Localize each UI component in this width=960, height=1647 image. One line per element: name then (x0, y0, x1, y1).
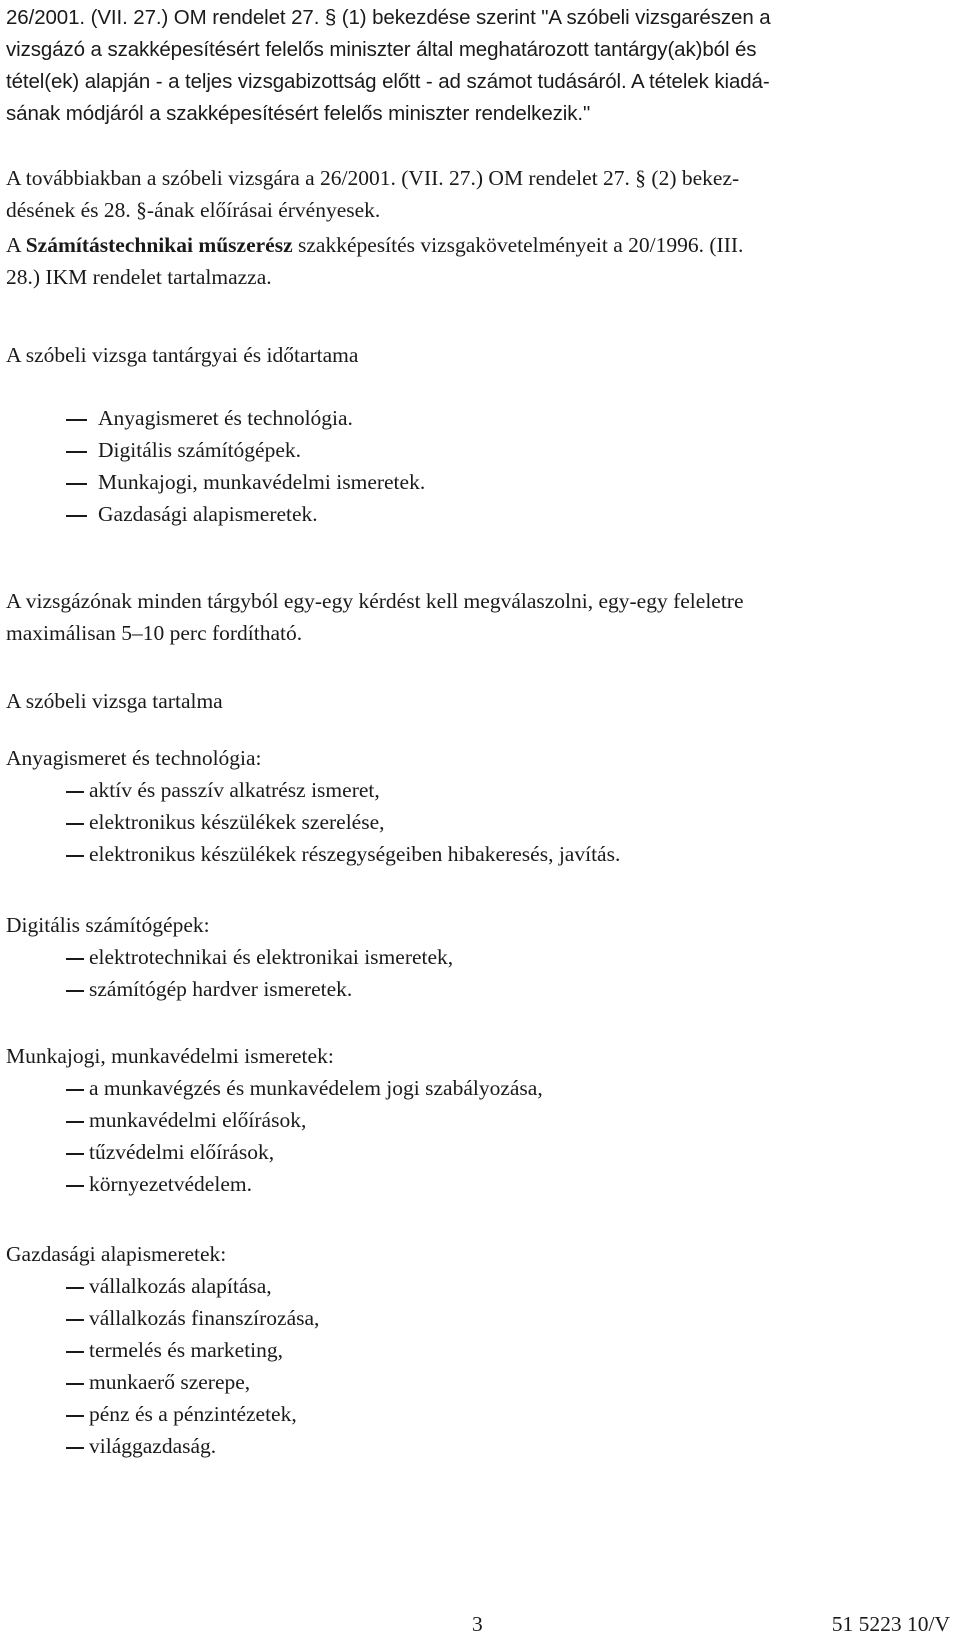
section-anyagismeret (6, 742, 950, 870)
text-line (6, 229, 950, 261)
section-munkajogi (6, 1040, 950, 1200)
text-line: 28.) IKM rendelet tartalmazza. (6, 265, 272, 289)
list-item: világgazdaság. (6, 1430, 950, 1462)
list-item: munkaerő szerepe, (6, 1366, 950, 1398)
text-line: A vizsgázónak minden tárgyból egy-egy kérdést kell megválaszolni, egy-egy feleletre (6, 589, 744, 613)
text-line: vizsgázó a szakképesítésért felelős miniszter által meghatározott tantárgy(ak)ból és (6, 38, 757, 61)
list-item: számítógép hardver ismeretek. (6, 973, 950, 1005)
list-item: aktív és passzív alkatrész ismeret, (6, 774, 950, 806)
text-line: désének és 28. §-ának előírásai érvényesek. (6, 198, 381, 222)
list-item: munkavédelmi előírások, (6, 1104, 950, 1136)
list-item: Anyagismeret és technológia. (6, 402, 950, 434)
section-items (6, 1270, 950, 1462)
text-span: A (6, 233, 26, 257)
paragraph-answer-time (6, 585, 950, 649)
section-title: Munkajogi, munkavédelmi ismeretek: (6, 1044, 334, 1068)
text-span: szakképesítés vizsgakövetelményeit a 20/1996. (III. (292, 233, 744, 257)
list-item: Munkajogi, munkavédelmi ismeretek. (6, 466, 950, 498)
list-item: vállalkozás alapítása, (6, 1270, 950, 1302)
subjects-heading: A szóbeli vizsga tantárgyai és időtartama (6, 343, 359, 367)
list-item: elektronikus készülékek szerelése, (6, 806, 950, 838)
paragraph-qualification (6, 229, 950, 293)
list-item: a munkavégzés és munkavédelem jogi szabályozása, (6, 1072, 950, 1104)
document-code: 51 5223 10/V (831, 1612, 950, 1636)
intro-paragraph (6, 2, 950, 130)
page-number: 3 (472, 1612, 483, 1636)
text-line: tétel(ek) alapján - a teljes vizsgabizottság előtt - ad számot tudásáról. A tételek kiadá- (6, 70, 770, 93)
paragraph-oral-exam-rules (6, 162, 950, 226)
list-item: termelés és marketing, (6, 1334, 950, 1366)
text-line: A továbbiakban a szóbeli vizsgára a 26/2001. (VII. 27.) OM rendelet 27. § (2) bekez- (6, 166, 740, 190)
list-item: Gazdasági alapismeretek. (6, 498, 950, 530)
page-footer (6, 1608, 950, 1640)
section-title: Digitális számítógépek: (6, 913, 210, 937)
section-items (6, 774, 950, 870)
list-item: pénz és a pénzintézetek, (6, 1398, 950, 1430)
list-item: vállalkozás finanszírozása, (6, 1302, 950, 1334)
list-item: elektrotechnikai és elektronikai ismeretek, (6, 941, 950, 973)
qualification-name: Számítástechnikai műszerész (25, 233, 293, 257)
content-heading: A szóbeli vizsga tartalma (6, 689, 223, 713)
subjects-list (6, 402, 950, 530)
list-item: tűzvédelmi előírások, (6, 1136, 950, 1168)
section-title: Gazdasági alapismeretek: (6, 1242, 227, 1266)
section-title: Anyagismeret és technológia: (6, 746, 262, 770)
text-line: maximálisan 5–10 perc fordítható. (6, 621, 303, 645)
text-line: sának módjáról a szakképesítésért felelős miniszter rendelkezik." (6, 102, 591, 125)
text-line: 26/2001. (VII. 27.) OM rendelet 27. § (1) bekezdése szerint "A szóbeli vizsgarészen a (6, 6, 771, 29)
section-items (6, 1072, 950, 1200)
section-digitalis (6, 909, 950, 1005)
list-item: környezetvédelem. (6, 1168, 950, 1200)
list-item: Digitális számítógépek. (6, 434, 950, 466)
list-item: elektronikus készülékek részegységeiben hibakeresés, javítás. (6, 838, 950, 870)
section-items (6, 941, 950, 1005)
section-gazdasagi (6, 1238, 950, 1462)
